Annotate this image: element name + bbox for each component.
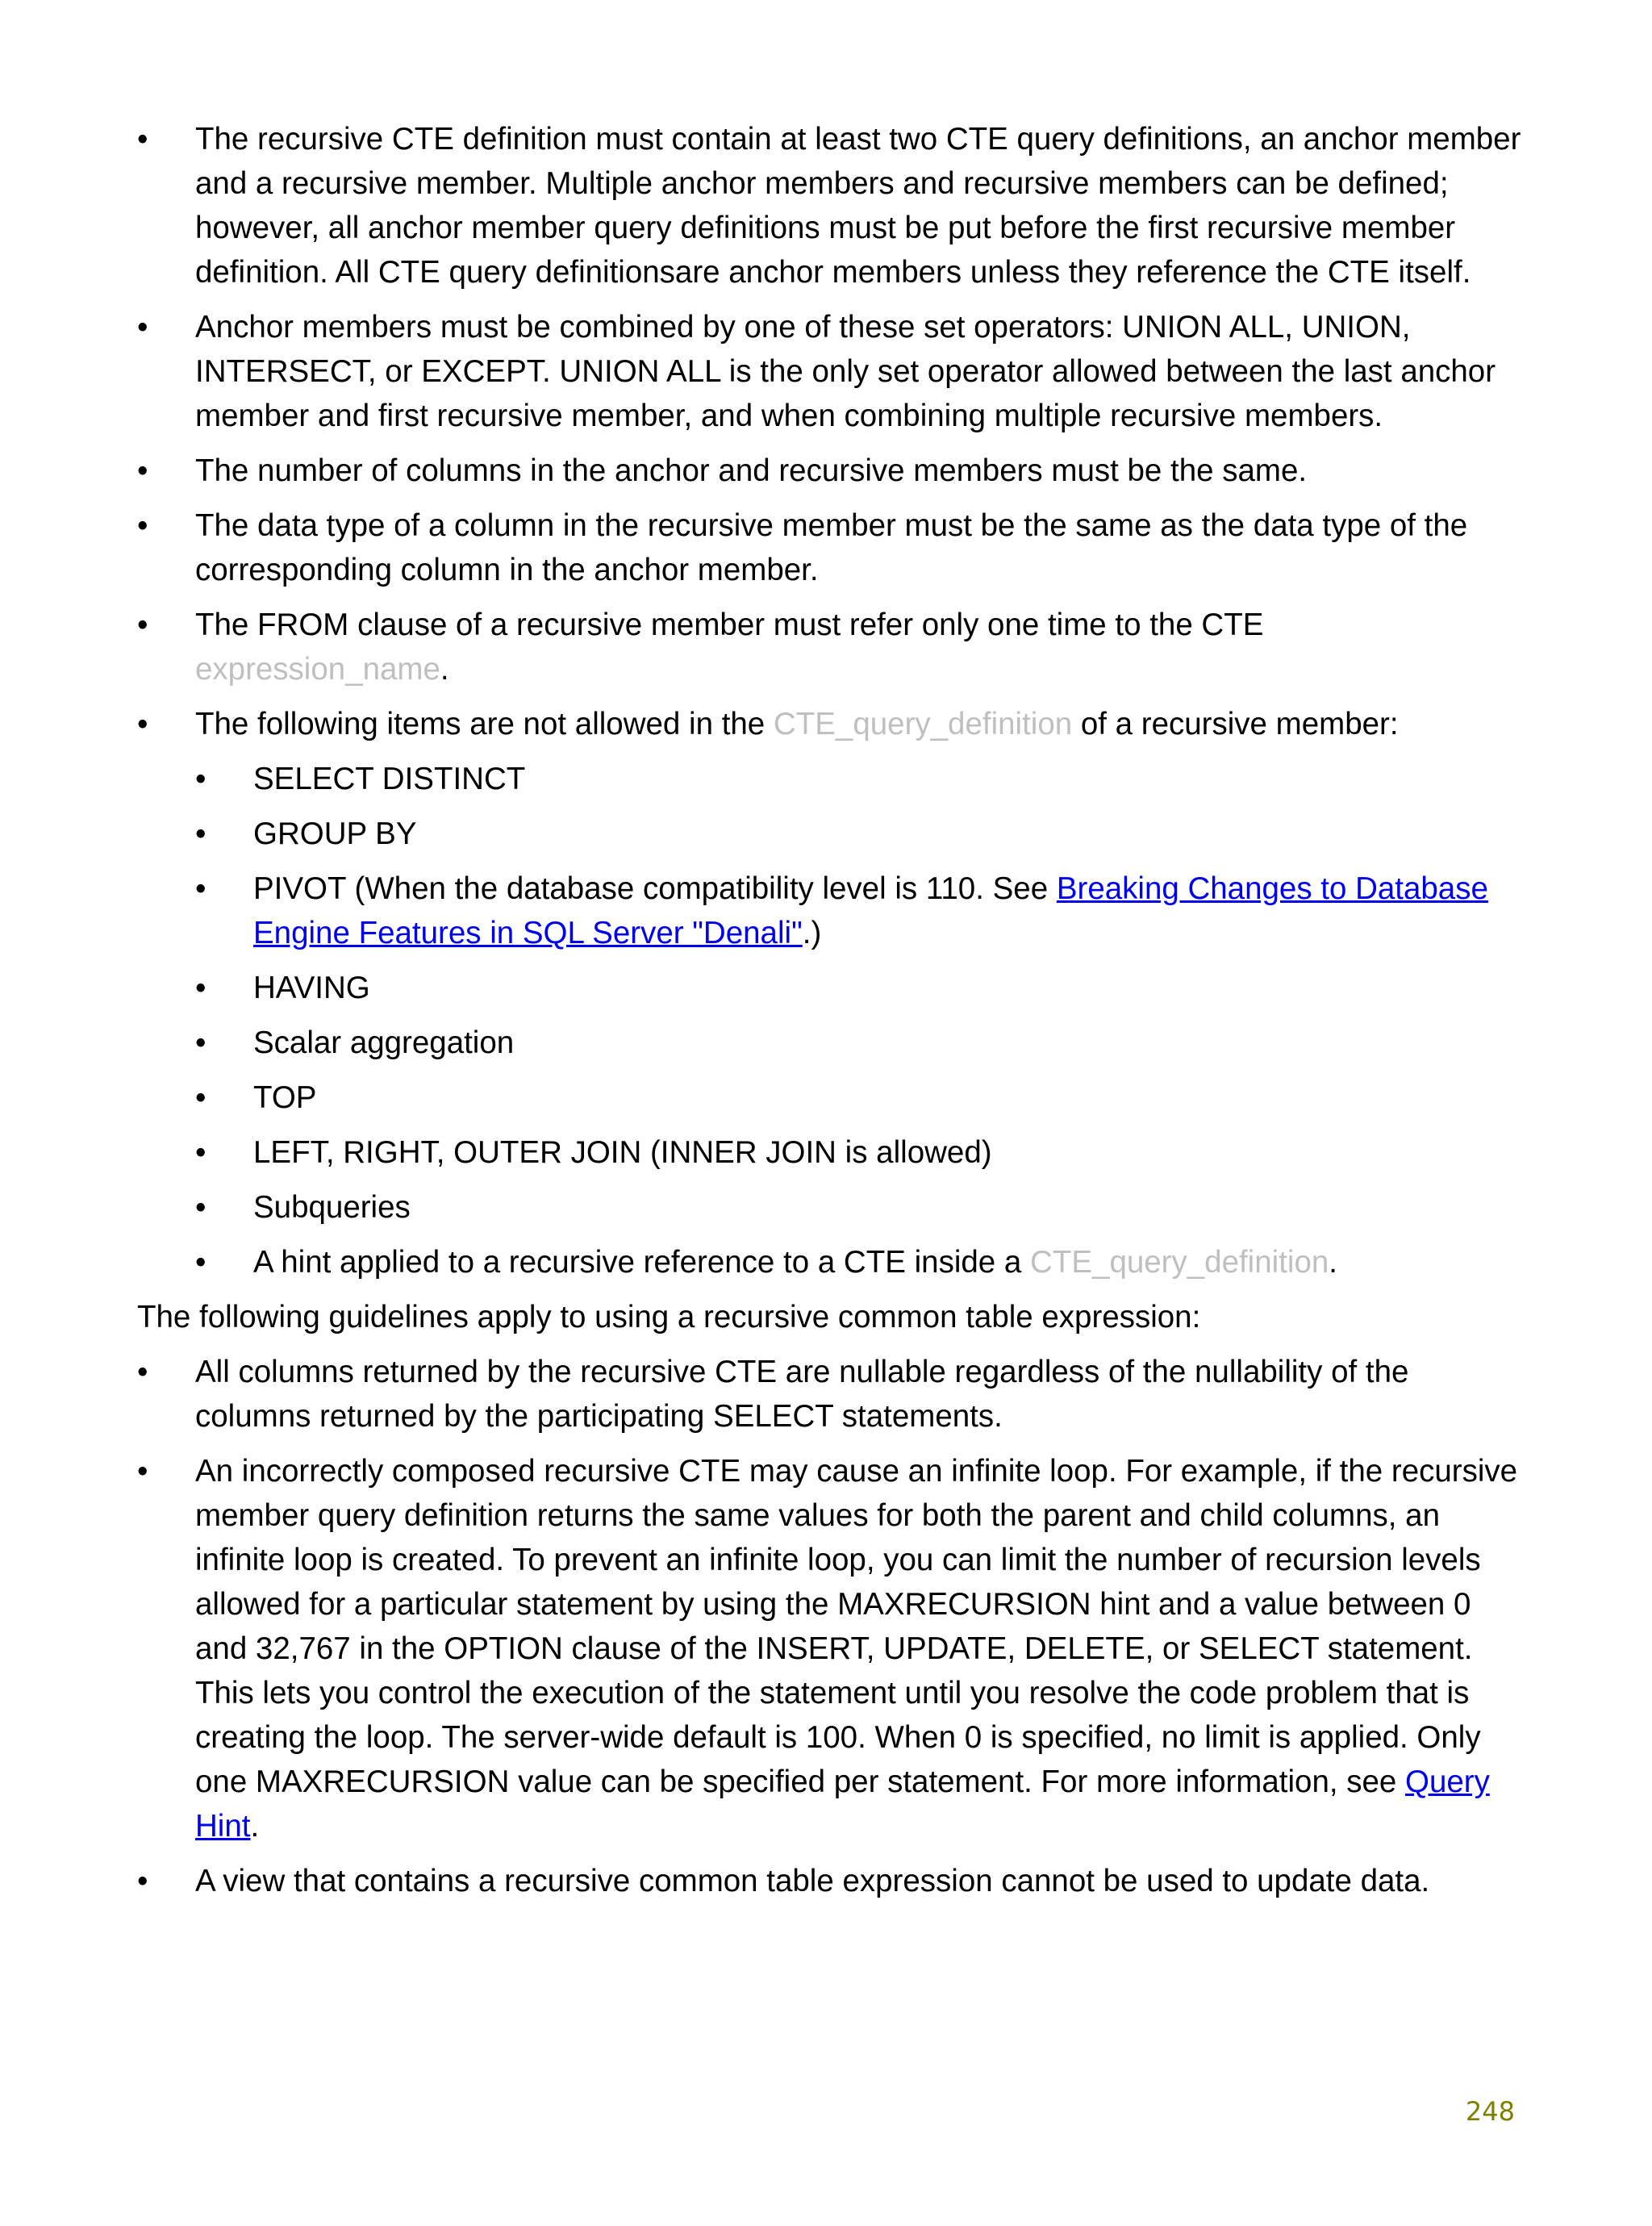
- list-item: [137, 702, 1525, 1284]
- bullet-icon: •: [195, 1135, 206, 1170]
- item-text: PIVOT (When the database compatibility level is 110. See: [253, 871, 1057, 906]
- item-text: LEFT, RIGHT, OUTER JOIN (INNER JOIN is allowed): [253, 1135, 992, 1170]
- bullet-icon: •: [195, 762, 206, 796]
- query-hint-link[interactable]: Query Hint: [195, 1765, 1490, 1844]
- list-item: [195, 1240, 1525, 1284]
- list-item: [137, 1859, 1525, 1903]
- item-text: The data type of a column in the recursive member must be the same as the data type of the corresponding column in the anchor member.: [195, 508, 1468, 587]
- code-term: CTE_query_definition: [1030, 1245, 1329, 1280]
- guidelines-list: [137, 1350, 1525, 1903]
- guidelines-intro: The following guidelines apply to using a recursive common table expression:: [137, 1300, 1201, 1334]
- item-text: An incorrectly composed recursive CTE may cause an infinite loop. For example, if the recursive member query definition returns the same values for both the parent and child columns, an infinite loop is created. To prevent an infinite loop, you can limit the number of recursion levels allowed for a particular statement by using the MAXRECURSION hint and a value between 0 and 32,767 in the OPTION clause of the INSERT, UPDATE, DELETE, or SELECT statement. This lets you control the execution of the statement until you resolve the code problem that is creating the loop. The server-wide default is 100. When 0 is specified, no limit is applied. Only one MAXRECURSION value can be specified per statement. For more information, see: [195, 1454, 1518, 1799]
- item-text: GROUP BY: [253, 816, 417, 851]
- list-item: [137, 1449, 1525, 1848]
- bullet-icon: •: [137, 608, 148, 642]
- not-allowed-list: [195, 757, 1525, 1284]
- list-item: [195, 812, 1525, 856]
- item-text: The FROM clause of a recursive member must refer only one time to the CTE: [195, 608, 1264, 642]
- list-item: [195, 1075, 1525, 1120]
- breaking-changes-link[interactable]: Breaking Changes to Database Engine Features in SQL Server "Denali": [253, 871, 1488, 950]
- item-text: A hint applied to a recursive reference to a CTE inside a: [253, 1245, 1031, 1280]
- rules-list: [137, 117, 1525, 1284]
- item-text: .: [1329, 1245, 1337, 1280]
- bullet-icon: •: [137, 707, 148, 741]
- code-term: CTE_query_definition: [773, 707, 1073, 741]
- item-text: Subqueries: [253, 1190, 411, 1225]
- page-number: 248: [1465, 2096, 1515, 2127]
- item-text: All columns returned by the recursive CTE are nullable regardless of the nullability of the columns returned by the participating SELECT statements.: [195, 1355, 1409, 1434]
- bullet-icon: •: [195, 871, 206, 906]
- item-text: A view that contains a recursive common table expression cannot be used to update data.: [195, 1864, 1430, 1898]
- item-text: of a recursive member:: [1072, 707, 1399, 741]
- page-content: [137, 117, 1525, 1914]
- item-text: Scalar aggregation: [253, 1025, 515, 1060]
- list-item: [195, 1130, 1525, 1175]
- item-text: HAVING: [253, 971, 370, 1005]
- list-item: [137, 1350, 1525, 1439]
- bullet-icon: •: [137, 508, 148, 543]
- bullet-icon: •: [195, 816, 206, 851]
- bullet-icon: •: [137, 122, 148, 157]
- list-item: [137, 117, 1525, 294]
- item-text: Anchor members must be combined by one of these set operators: UNION ALL, UNION, INTERSECT, or EXCEPT. UNION ALL is the only set operator allowed between the last anchor member and first recursive member, and when combining multiple recursive members.: [195, 310, 1496, 433]
- item-text: .: [440, 652, 449, 687]
- list-item: [137, 503, 1525, 592]
- list-item: [195, 966, 1525, 1010]
- item-text: The number of columns in the anchor and recursive members must be the same.: [195, 453, 1308, 488]
- bullet-icon: •: [137, 1454, 148, 1489]
- list-item: [195, 1021, 1525, 1065]
- item-text: .): [802, 916, 822, 950]
- bullet-icon: •: [137, 453, 148, 488]
- item-text: The following items are not allowed in the: [195, 707, 774, 741]
- list-item: [137, 603, 1525, 691]
- item-text: TOP: [253, 1080, 317, 1115]
- list-item: [195, 1185, 1525, 1230]
- item-text: .: [250, 1809, 260, 1844]
- item-text: The recursive CTE definition must contain at least two CTE query definitions, an anchor member and a recursive member. Multiple anchor members and recursive members can be defined; however, all anchor member query definitions must be put before the first recursive member definition. All CTE query definitionsare anchor members unless they reference the CTE itself.: [195, 122, 1521, 290]
- list-item: [137, 449, 1525, 493]
- list-item: [195, 867, 1525, 955]
- bullet-icon: •: [195, 1190, 206, 1225]
- item-text: SELECT DISTINCT: [253, 762, 526, 796]
- list-item: [137, 305, 1525, 438]
- bullet-icon: •: [195, 1080, 206, 1115]
- bullet-icon: •: [195, 1025, 206, 1060]
- list-item: [195, 757, 1525, 801]
- bullet-icon: •: [137, 1355, 148, 1389]
- bullet-icon: •: [137, 310, 148, 345]
- code-term: expression_name: [195, 652, 440, 687]
- bullet-icon: •: [195, 971, 206, 1005]
- bullet-icon: •: [137, 1864, 148, 1898]
- bullet-icon: •: [195, 1245, 206, 1280]
